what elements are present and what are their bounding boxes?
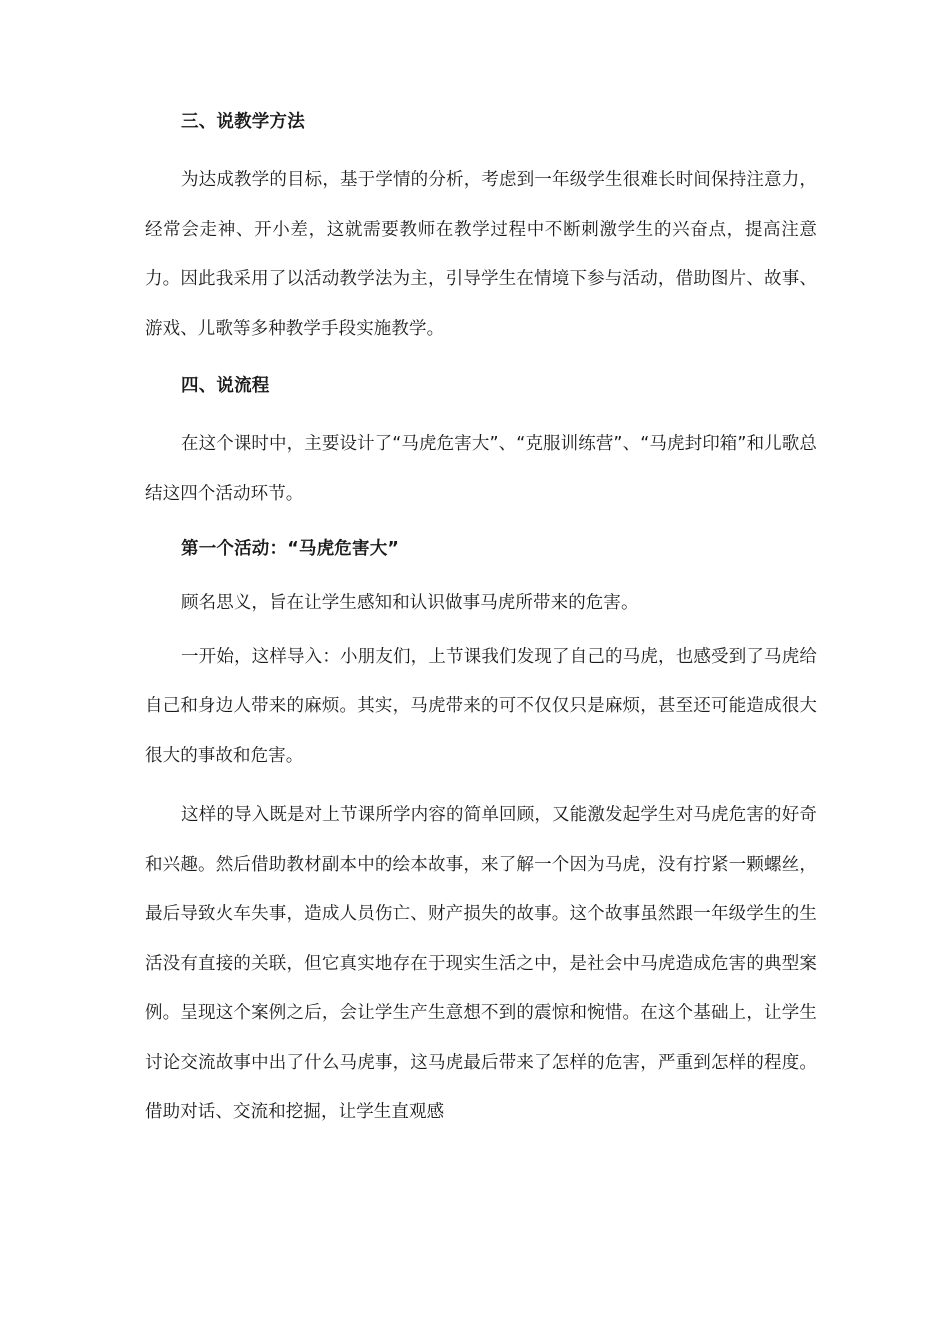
paragraph-teaching-method: 为达成教学的目标，基于学情的分析，考虑到一年级学生很难长时间保持注意力，经常会走神、开小差，这就需要教师在教学过程中不断刺激学生的兴奋点，提高注意力。因此我采用了以活动教学法为主，引导学生在情境下参与活动，借助图片、故事、游戏、儿歌等多种教学手段实施教学。 (145, 170, 817, 339)
paragraph-activity-1-intro: 顾名思义，旨在让学生感知和认识做事马虎所带来的危害。 (181, 593, 639, 613)
paragraph-activity-1-lead-in: 一开始，这样导入：小朋友们，上节课我们发现了自己的马虎，也感受到了马虎给自己和身边人带来的麻烦。其实，马虎带来的可不仅仅只是麻烦，甚至还可能造成很大很大的事故和危害。 (145, 646, 817, 766)
section-heading-activity-1: 第一个活动：“马虎危害大” (181, 539, 400, 559)
paragraph-process: 在这个课时中，主要设计了“马虎危害大”、“克服训练营”、“马虎封印箱”和儿歌总结这四个活动环节。 (145, 434, 817, 504)
section-heading-process: 四、说流程 (181, 376, 270, 396)
document-body (145, 102, 817, 1138)
paragraph-activity-1-story: 这样的导入既是对上节课所学内容的简单回顾，又能激发起学生对马虎危害的好奇和兴趣。然后借助教材副本中的绘本故事，来了解一个因为马虎，没有拧紧一颗螺丝，最后导致火车失事，造成人员伤亡、财产损失的故事。这个故事虽然跟一年级学生的生活没有直接的关联，但它真实地存在于现实生活之中，是社会中马虎造成危害的典型案例。呈现这个案例之后，会让学生产生意想不到的震惊和惋惜。在这个基础上，让学生讨论交流故事中出了什么马虎事，这马虎最后带来了怎样的危害，严重到怎样的程度。借助对话、交流和挖掘，让学生直观感 (145, 805, 817, 1122)
section-heading-teaching-method: 三、说教学方法 (181, 112, 305, 132)
